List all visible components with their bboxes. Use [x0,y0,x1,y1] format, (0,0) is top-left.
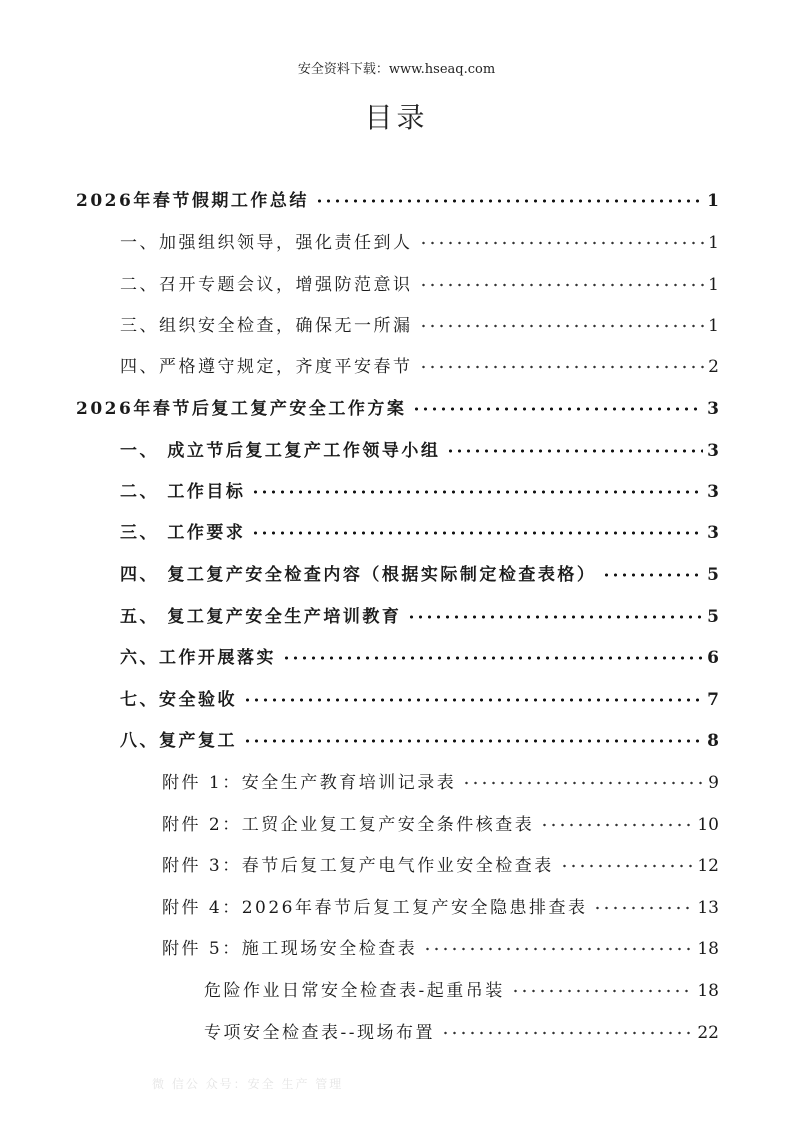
toc-entry-page: 1 [708,233,719,253]
toc-entry[interactable] [162,888,719,918]
toc-leader-dots [602,570,703,580]
toc-leader-dots [462,778,704,788]
toc-entry[interactable] [120,223,719,253]
toc-entry-label: 八、复产复工 [120,731,237,751]
toc-entry[interactable] [120,597,719,627]
toc-entry-page: 2 [708,357,719,377]
toc-entry-page: 10 [697,815,719,835]
site-header: 安全资料下载：www.hseaq.com [297,62,496,77]
toc-entry[interactable] [120,347,719,377]
toc-entry[interactable] [204,971,719,1001]
toc-entry[interactable] [120,472,719,502]
toc-entry[interactable] [204,1013,719,1043]
toc-entry[interactable] [120,431,719,461]
toc-entry-label: 专项安全检查表--现场布置 [204,1023,435,1043]
toc-entry-label: 四、 复工复产安全检查内容（根据实际制定检查表格） [120,565,597,585]
toc-leader-dots [282,653,703,663]
toc-entry-page: 9 [708,773,719,793]
toc-entry-label: 2026年春节假期工作总结 [76,191,309,211]
toc-entry[interactable] [120,265,719,295]
toc-leader-dots [243,736,703,746]
toc-leader-dots [407,612,703,622]
toc-entry-label: 一、 成立节后复工复产工作领导小组 [120,441,441,461]
toc-entry-label: 一、加强组织领导，强化责任到人 [120,233,413,253]
toc-leader-dots [560,861,694,871]
toc-entry-label: 五、 复工复产安全生产培训教育 [120,607,402,627]
toc-entry-page: 3 [707,482,719,502]
toc-leader-dots [315,196,703,206]
toc-entry[interactable] [162,846,719,876]
toc-leader-dots [419,362,705,372]
toc-leader-dots [251,487,703,497]
toc-entry-page: 8 [707,731,719,751]
toc-entry-page: 3 [707,441,719,461]
toc-entry-label: 附件 3：春节后复工复产电气作业安全检查表 [162,856,554,876]
toc-entry-label: 三、 工作要求 [120,523,246,543]
toc-entry[interactable] [162,763,719,793]
toc-entry[interactable] [120,306,719,336]
toc-entry-page: 18 [697,939,719,959]
toc-entry[interactable] [120,721,719,751]
toc-entry-page: 7 [707,690,719,710]
toc-entry-label: 附件 2：工贸企业复工复产安全条件核查表 [162,815,535,835]
toc-entry-label: 危险作业日常安全检查表-起重吊装 [204,981,505,1001]
toc-leader-dots [441,1028,693,1038]
toc-entry-label: 附件 4：2026年春节后复工复产安全隐患排查表 [162,898,588,918]
toc-entry-label: 三、组织安全检查，确保无一所漏 [120,316,413,336]
toc-leader-dots [593,903,693,913]
toc-entry[interactable] [162,805,719,835]
toc-leader-dots [511,986,694,996]
toc-entry-label: 附件 1：安全生产教育培训记录表 [162,773,457,793]
toc-leader-dots [419,280,705,290]
toc-leader-dots [540,820,693,830]
toc-entry-label: 四、严格遵守规定，齐度平安春节 [120,357,413,377]
toc-leader-dots [423,944,693,954]
toc-entry-page: 1 [708,275,719,295]
toc-leader-dots [446,446,703,456]
toc-leader-dots [251,528,703,538]
toc-entry-page: 3 [707,523,719,543]
toc-entry-page: 1 [708,316,719,336]
toc-entry-page: 5 [707,565,719,585]
toc-leader-dots [412,404,703,414]
toc-entry[interactable] [120,555,719,585]
toc-entry-page: 22 [697,1023,719,1043]
toc-entry[interactable] [120,513,719,543]
page-title: 目录 [364,101,429,134]
toc-entry-page: 5 [707,607,719,627]
toc-entry-label: 二、 工作目标 [120,482,246,502]
toc-entry-label: 附件 5：施工现场安全检查表 [162,939,418,959]
toc-entry-page: 6 [707,648,719,668]
toc-leader-dots [419,321,705,331]
toc-entry-page: 3 [707,399,719,419]
toc-entry-page: 18 [697,981,719,1001]
toc-entry[interactable] [120,680,719,710]
toc-entry[interactable] [120,638,719,668]
toc-entry-label: 二、召开专题会议，增强防范意识 [120,275,413,295]
toc-leader-dots [243,695,703,705]
toc-entry[interactable] [76,181,719,211]
toc-entry-label: 七、安全验收 [120,690,237,710]
toc-leader-dots [419,238,705,248]
toc-entry-label: 六、工作开展落实 [120,648,276,668]
toc-entry-page: 1 [707,191,719,211]
watermark: 微 信公 众号：安全 生产 管理 [152,1077,344,1091]
toc-entry-page: 13 [697,898,719,918]
toc-entry-label: 2026年春节后复工复产安全工作方案 [76,399,407,419]
toc-entry[interactable] [162,929,719,959]
toc-entry-page: 12 [697,856,719,876]
toc-entry[interactable] [76,389,719,419]
